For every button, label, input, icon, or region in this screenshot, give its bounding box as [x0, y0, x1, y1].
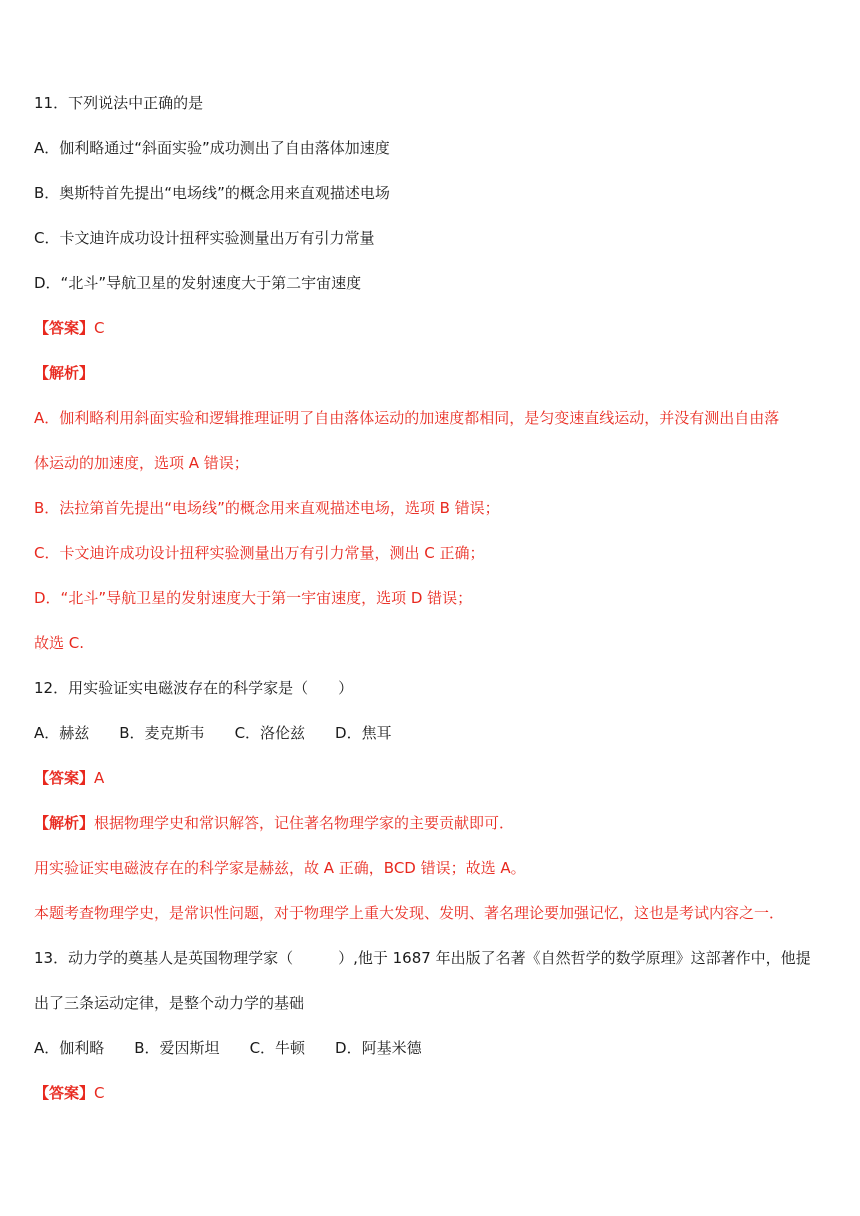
q11-analysis-c: C．卡文迪许成功设计扭秤实验测量出万有引力常量，测出 C 正确； — [34, 544, 485, 562]
q12-option-c: C．洛伦兹 — [234, 724, 306, 742]
q12-option-d: D．焦耳 — [335, 724, 392, 742]
q12-stem: 12．用实验证实电磁波存在的科学家是（ ） — [34, 679, 354, 697]
q12-analysis-2: 用实验证实电磁波存在的科学家是赫兹，故 A 正确，BCD 错误；故选 A。 — [34, 859, 526, 877]
answer-label: 【答案】 — [34, 769, 95, 787]
answer-label: 【答案】 — [34, 1084, 95, 1102]
answer-value: C — [94, 1084, 105, 1102]
q12-option-a: A．赫兹 — [34, 724, 90, 742]
q11-analysis-label: 【解析】 — [34, 364, 95, 382]
answer-value: A — [94, 769, 105, 787]
q12-options — [34, 723, 392, 743]
q13-stem-line1: 13．动力学的奠基人是英国物理学家（ ）,他于 1687 年出版了名著《自然哲学的数学原理》这部著作中，他提 — [34, 949, 811, 967]
q11-option-d: D．“北斗”导航卫星的发射速度大于第二宇宙速度 — [34, 274, 362, 292]
q13-option-a: A．伽利略 — [34, 1039, 105, 1057]
answer-value: C — [94, 319, 105, 337]
q11-analysis-a-line1: A．伽利略利用斜面实验和逻辑推理证明了自由落体运动的加速度都相同，是匀变速直线运动，并没有测出自由落 — [34, 409, 780, 427]
q13-option-c: C．牛顿 — [249, 1039, 306, 1057]
q11-option-a: A．伽利略通过“斜面实验”成功测出了自由落体加速度 — [34, 139, 390, 157]
q13-answer — [34, 1083, 105, 1103]
q11-analysis-b: B．法拉第首先提出“电场线”的概念用来直观描述电场，选项 B 错误； — [34, 499, 500, 517]
q11-answer — [34, 318, 105, 338]
answer-label: 【答案】 — [34, 319, 95, 337]
q12-analysis-3: 本题考查物理学史，是常识性问题，对于物理学上重大发现、发明、著名理论要加强记忆，这也是考试内容之一． — [34, 904, 785, 922]
q11-analysis-a-line2: 体运动的加速度，选项 A 错误； — [34, 454, 249, 472]
q11-analysis-d: D．“北斗”导航卫星的发射速度大于第一宇宙速度，选项 D 错误； — [34, 589, 473, 607]
q13-option-b: B．爱因斯坦 — [134, 1039, 220, 1057]
q13-options — [34, 1038, 422, 1058]
q11-stem: 11．下列说法中正确的是 — [34, 94, 204, 112]
q12-answer — [34, 768, 104, 788]
q12-option-b: B．麦克斯韦 — [119, 724, 205, 742]
q12-analysis-1 — [34, 813, 514, 833]
q13-option-d: D．阿基米德 — [335, 1039, 422, 1057]
analysis-label: 【解析】 — [34, 814, 95, 832]
q13-stem-line2: 出了三条运动定律，是整个动力学的基础 — [34, 994, 305, 1012]
analysis-text: 根据物理学史和常识解答，记住著名物理学家的主要贡献即可． — [94, 814, 515, 832]
q11-conclusion: 故选 C. — [34, 634, 85, 652]
q11-option-c: C．卡文迪许成功设计扭秤实验测量出万有引力常量 — [34, 229, 375, 247]
q11-option-b: B．奥斯特首先提出“电场线”的概念用来直观描述电场 — [34, 184, 390, 202]
